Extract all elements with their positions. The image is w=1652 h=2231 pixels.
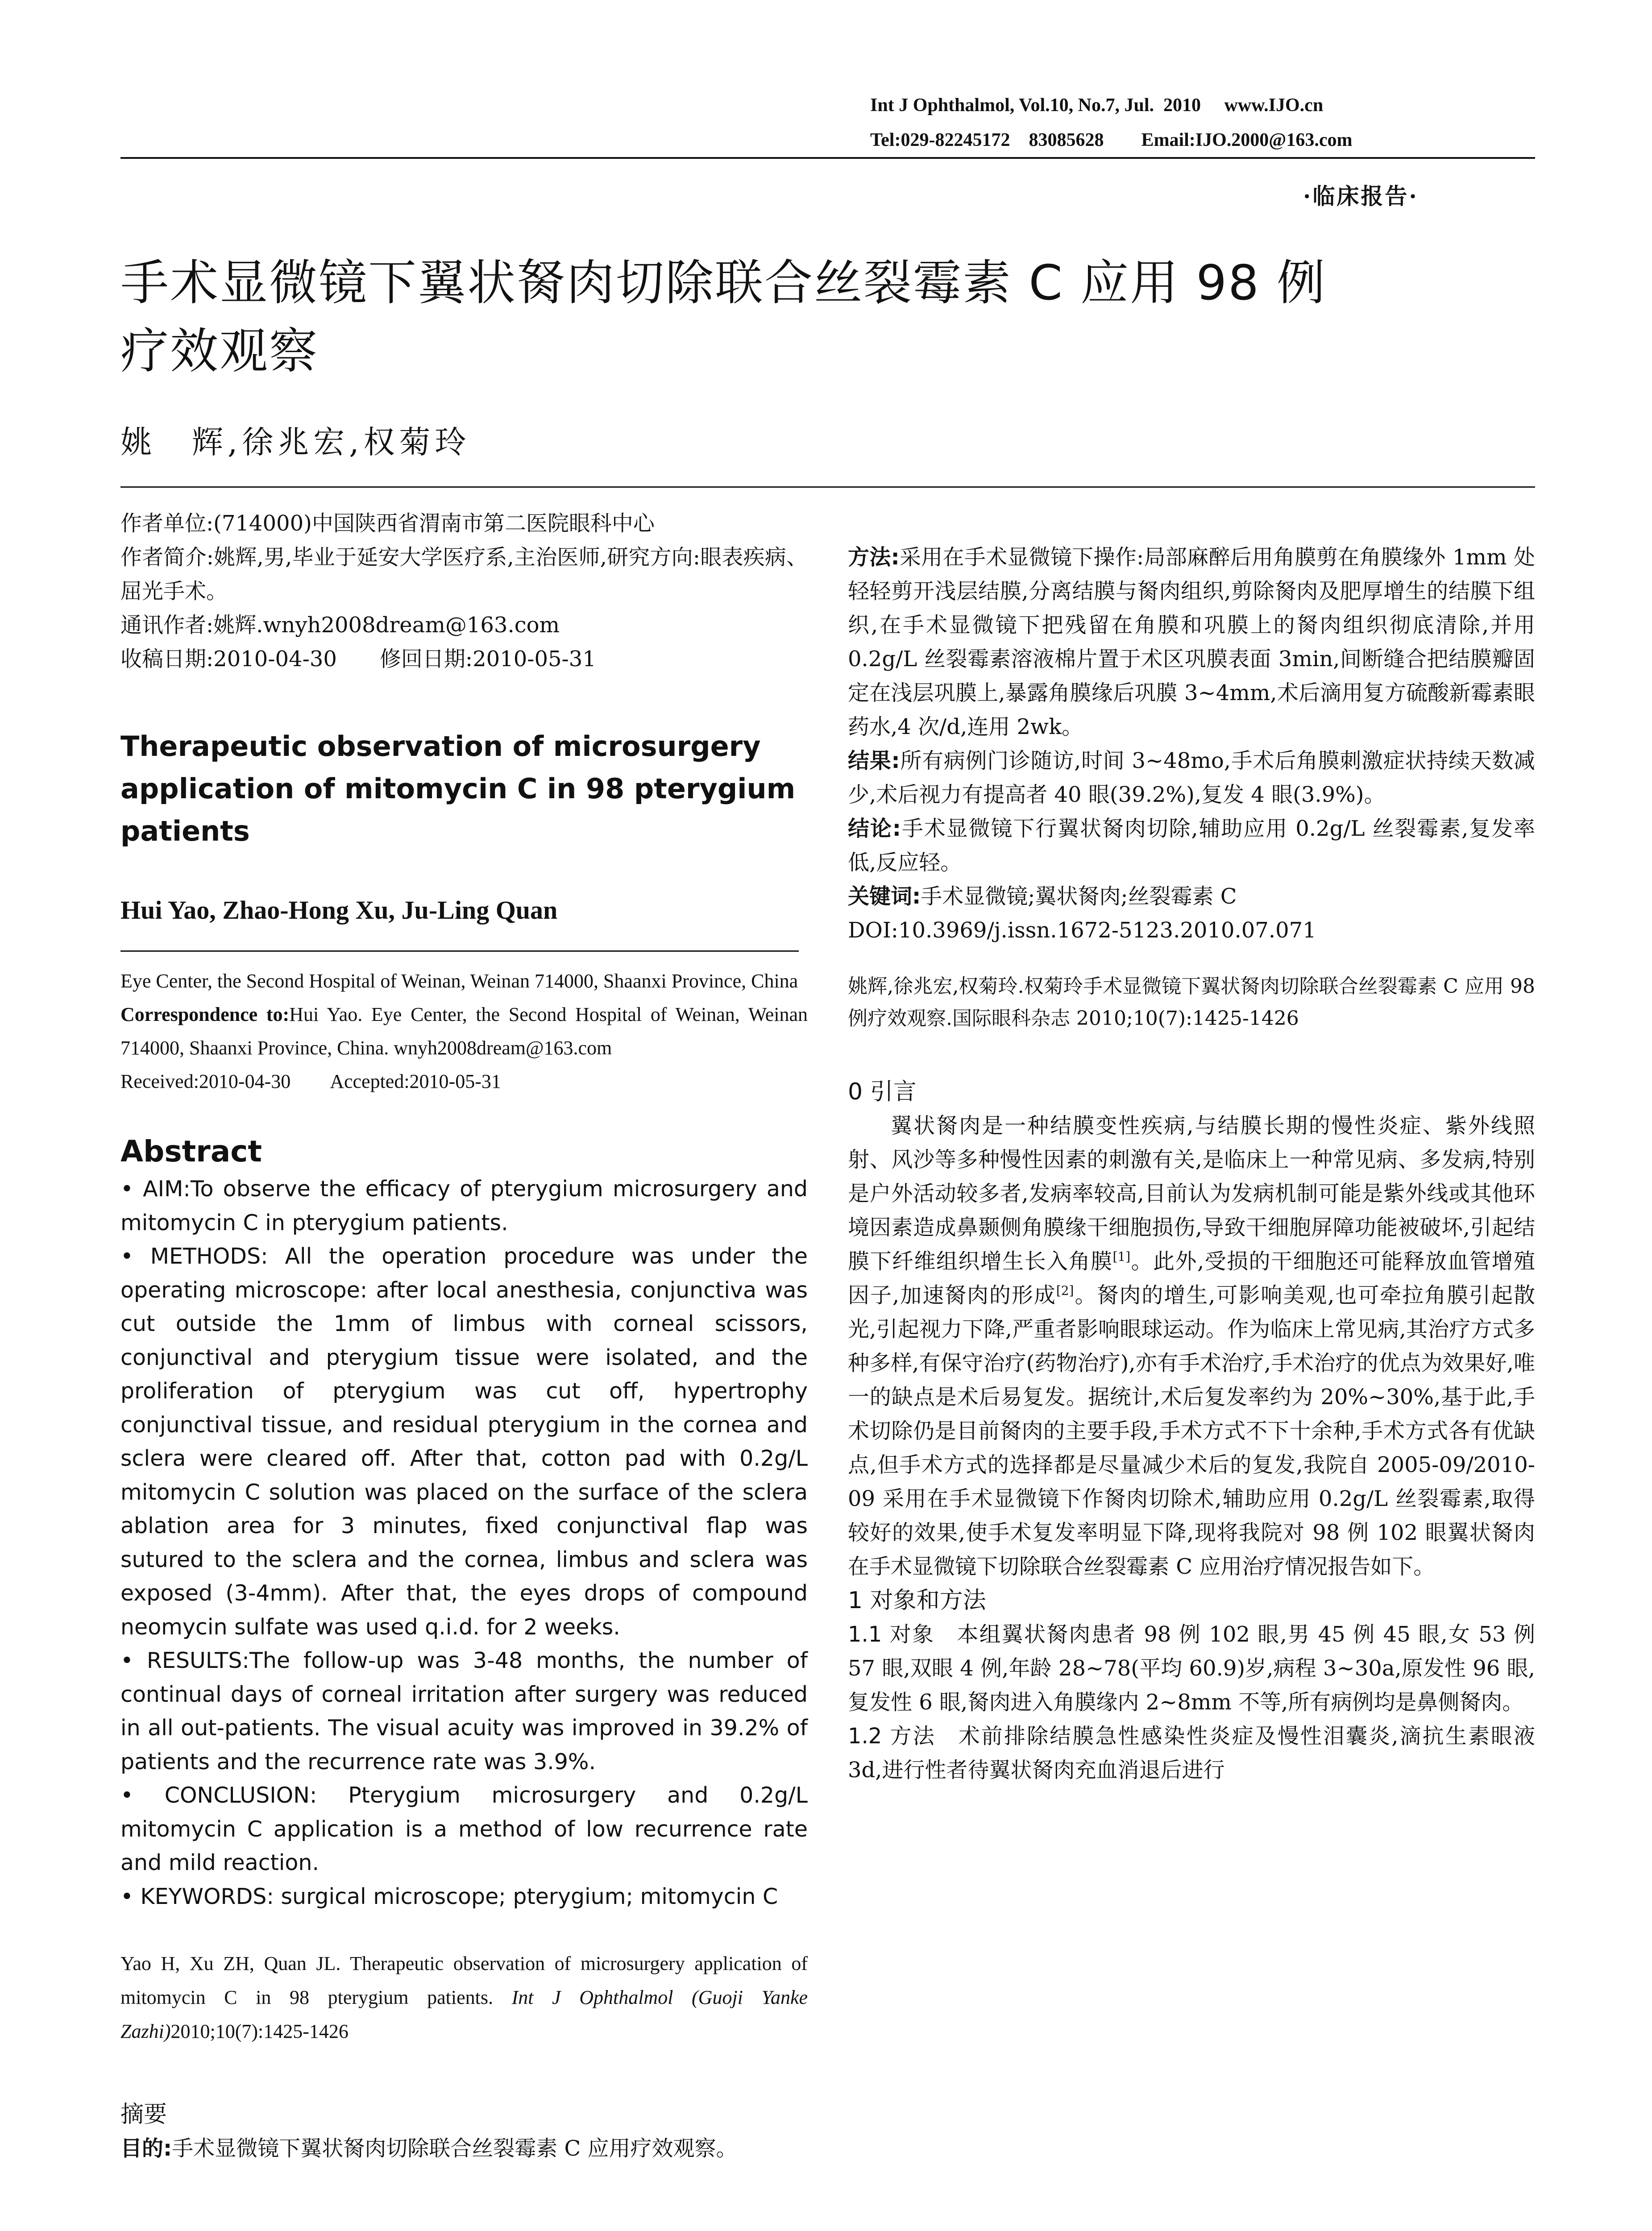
section1-heading: 1 对象和方法 [848,1587,986,1614]
keywords-cn: 手术显微镜;翼状胬肉;丝裂霉素 C [921,884,1237,909]
authors-cn: 姚 辉,徐兆宏,权菊玲 [120,424,471,460]
ref-1: [1] [1112,1249,1131,1264]
intro-paragraph [848,1109,1535,1584]
intro-text-c: 。胬肉的增生,可影响美观,也可牵拉角膜引起散光,引起视力下降,严重者影响眼球运动。作为临床上常见病,其治疗方式多种多样,有保守治疗(药物治疗),亦有手术治疗,手术治疗的优点为效果好,唯一的缺点是术后易复发。据统计,术后复发率约为 20%~30%,基于此,手术切除仍是目前胬肉的主要手段,手术方式不下十余种,手术方式各有优缺点,但手术方式的选择都是尽量减少术后的复发,我院自 2005-09/2010-09 采用在手术显微镜下作胬肉切除术,辅助应用 0.2g/L 丝裂霉素,取得较好的效果,使手术复发率明显下降,现将我院对 98 例 102 眼翼状胬肉在手术显微镜下切除联合丝裂霉素 C 应用治疗情况报告如下。 [848,1283,1535,1579]
authors-en: Hui Yao, Zhao-Hong Xu, Ju-Ling Quan [120,896,558,925]
conclusion-cn-label: 结论: [848,816,901,841]
title-en: Therapeutic observation of microsurgery application of mitomycin C in 98 pterygium patients [120,730,796,847]
methods-cn: 采用在手术显微镜下操作:局部麻醉后用角膜剪在角膜缘外 1mm 处轻轻剪开浅层结膜,分离结膜与胬肉组织,剪除胬肉及肥厚增生的结膜下组织,在手术显微镜下把残留在角膜和巩膜上的胬肉组织彻底清除,并用 0.2g/L 丝裂霉素溶液棉片置于术区巩膜表面 3min,间断缝合把结膜瓣固定在浅层巩膜上,暴露角膜缘后巩膜 3~4mm,术后滴用复方硫酸新霉素眼药水,4 次/d,连用 2wk。 [848,545,1535,739]
meta-en [120,964,808,1098]
keywords-cn-label: 关键词: [848,884,921,909]
citation-cn: 姚辉,徐兆宏,权菊玲.权菊玲手术显微镜下翼状胬肉切除联合丝裂霉素 C 应用 98 例疗效观察.国际眼科杂志 2010;10(7):1425-1426 [848,975,1535,1030]
methods-cn-label: 方法: [848,545,900,570]
abstract-keywords: • KEYWORDS: surgical microscope; pterygium; mitomycin C [120,1883,778,1909]
dates-cn: 收稿日期:2010-04-30 修回日期:2010-05-31 [120,647,596,672]
affiliation-en: Eye Center, the Second Hospital of Weinan, Weinan 714000, Shaanxi Province, China [120,970,798,992]
affiliation-cn: 作者单位:(714000)中国陕西省渭南市第二医院眼科中心 [120,511,655,536]
dates-en: Received:2010-04-30 Accepted:2010-05-31 [120,1070,501,1092]
citation-en-post: 2010;10(7):1425-1426 [170,2020,349,2042]
abstract-methods: • METHODS: All the operation procedure was under the operating microscope: after local anesthesia, conjunctiva was cut outside the 1mm of limbus with corneal scissors, conjunctival and pterygium tissue were isolated, and the proliferation of pterygium was cut off, hypertrophy conjunctival tissue, and residual pterygium in the cornea and sclera were cleared off. After that, cotton pad with 0.2g/L mitomycin C solution was placed on the surface of the sclera ablation area for 3 minutes, fixed conjunctival flap was sutured to the sclera and the cornea, limbus and sclera was exposed (3-4mm). After that, the eyes drops of compound neomycin sulfate was used q.i.d. for 2 weeks. [120,1244,808,1640]
contact-line: Tel:029-82245172 83085628 Email:IJO.2000@163.com [870,130,1353,150]
intro-text-a: 翼状胬肉是一种结膜变性疾病,与结膜长期的慢性炎症、紫外线照射、风沙等多种慢性因素的刺激有关,是临床上一种常见病、多发病,特别是户外活动较多者,发病率较高,目前认为发病机制可能是紫外线或其他环境因素造成鼻颞侧角膜缘干细胞损伤,导致干细胞屏障功能被破坏,引起结膜下纤维组织增生长入角膜 [848,1113,1535,1274]
correspondence-label: Correspondence to: [120,1004,290,1025]
abstract-heading: Abstract [120,1134,262,1169]
header-rule [120,157,1535,159]
abstract-aim: • AIM:To observe the efficacy of pterygium microsurgery and mitomycin C in pterygium patients. [120,1176,808,1236]
aim-cn-label: 目的: [120,2136,172,2161]
intro-heading: 0 引言 [848,1078,917,1105]
citation-en-journal: Int J Ophthalmol (Guoji Yanke Zazhi) [120,1986,808,2042]
authors-en-rule [120,950,799,952]
subsection-1-2-label: 1.2 方法 [848,1724,936,1749]
subsection-1-1-label: 1.1 对象 [848,1622,935,1647]
subsection-1-2-text: 术前排除结膜急性感染性炎症及慢性泪囊炎,滴抗生素眼液 3d,进行性者待翼状胬肉充血消退后进行 [848,1724,1535,1783]
abstract-en-body [120,1172,808,1913]
subsection-1-1-text: 本组翼状胬肉患者 98 例 102 眼,男 45 例 45 眼,女 53 例 57 眼,双眼 4 例,年龄 28~78(平均 60.9)岁,病程 3~30a,原发性 96 眼,复发性 6 眼,胬肉进入角膜缘内 2~8mm 不等,所有病例均是鼻侧胬肉。 [848,1622,1535,1715]
results-cn-label: 结果: [848,748,900,773]
doi: DOI:10.3969/j.issn.1672-5123.2010.07.071 [848,918,1316,943]
abstract-cn-heading: 摘要 [120,2101,167,2128]
abstract-results: • RESULTS:The follow-up was 3-48 months, the number of continual days of corneal irritation after surgery was reduced in all out-patients. The visual acuity was improved in 39.2% of patients and the recurrence rate was 3.9%. [120,1648,808,1775]
journal-line: Int J Ophthalmol, Vol.10, No.7, Jul. 2010 www.IJO.cn [870,95,1324,116]
left-column [120,506,808,2165]
citation-en [120,1947,808,2049]
aim-cn: 手术显微镜下翼状胬肉切除联合丝裂霉素 C 应用疗效观察。 [172,2136,738,2161]
results-cn: 所有病例门诊随访,时间 3~48mo,手术后角膜刺激症状持续天数减少,术后视力有提高者 40 眼(39.2%),复发 4 眼(3.9%)。 [848,748,1535,807]
aim-cn-continued-spacer [848,506,1535,540]
ref-2: [2] [1056,1283,1074,1298]
title-cn-line2: 疗效观察 [120,323,319,379]
conclusion-cn: 手术显微镜下行翼状胬肉切除,辅助应用 0.2g/L 丝裂霉素,复发率低,反应轻。 [848,816,1535,875]
citation-en-pre: Yao H, Xu ZH, Quan JL. Therapeutic observation of microsurgery application of mitomycin C in 98 pterygium patients. [120,1953,808,2008]
bio-cn: 作者简介:姚辉,男,毕业于延安大学医疗系,主治医师,研究方向:眼表疾病、屈光手术。 [120,545,808,604]
abstract-conclusion: • CONCLUSION: Pterygium microsurgery and 0.2g/L mitomycin C application is a method of low recurrence rate and mild reaction. [120,1783,808,1875]
title-rule [120,486,1535,488]
section-label: ·临床报告· [1303,183,1419,209]
right-column [848,506,1535,1787]
title-cn-line1: 手术显微镜下翼状胬肉切除联合丝裂霉素 C 应用 98 例 [120,255,1327,311]
intro-text-b: 。此外,受损的干细胞还可能释放血管增殖因子,加速胬肉的形成 [848,1249,1535,1308]
correspondence-en: Hui Yao. Eye Center, the Second Hospital of Weinan, Weinan 714000, Shaanxi Province, China. wnyh2008dream@163.com [120,1004,808,1059]
contact-cn: 通讯作者:姚辉.wnyh2008dream@163.com [120,613,560,638]
